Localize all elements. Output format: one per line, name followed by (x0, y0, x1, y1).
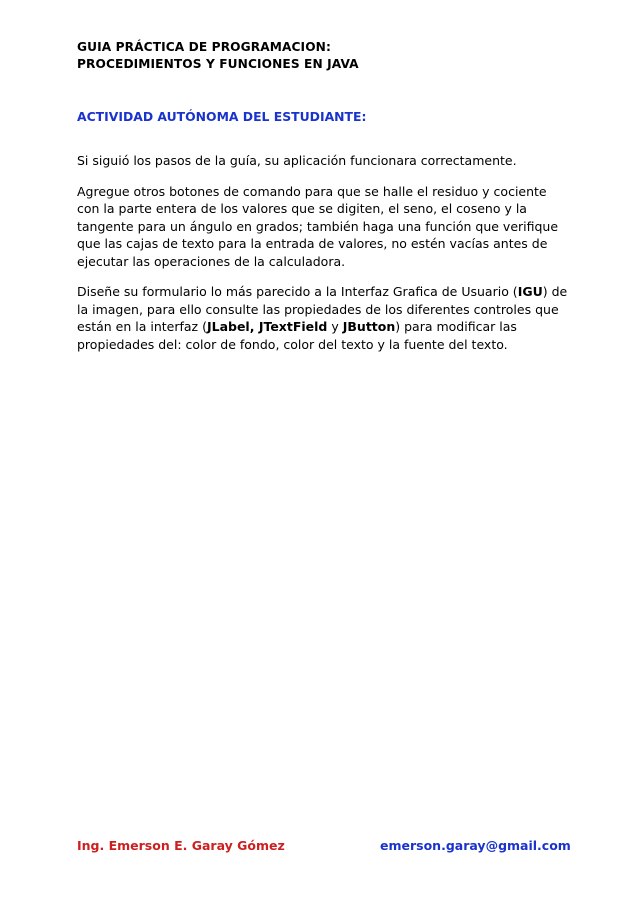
header-title-line-2: PROCEDIMIENTOS Y FUNCIONES EN JAVA (77, 57, 359, 71)
activity-title: ACTIVIDAD AUTÓNOMA DEL ESTUDIANTE: (77, 109, 367, 124)
header-title-line-1: GUIA PRÁCTICA DE PROGRAMACION: (77, 40, 331, 54)
footer-author: Ing. Emerson E. Garay Gómez (77, 838, 285, 853)
paragraph-3-bold-igu: IGU (517, 284, 543, 299)
paragraph-3-bold-jbutton: JButton (342, 319, 396, 334)
paragraph-3-text-1: Diseñe su formulario lo más parecido a la Interfaz Grafica de Usuario ( (77, 284, 518, 299)
document-header (77, 39, 359, 73)
paragraph-3 (77, 283, 573, 353)
paragraph-3-text-4: ) para modificar las propiedades del: color de fondo, color del texto y la fuente del texto. (77, 319, 517, 352)
paragraph-3-text-3: y (327, 319, 343, 334)
body-text (77, 152, 573, 366)
footer-email: emerson.garay@gmail.com (380, 838, 571, 853)
paragraph-1: Si siguió los pasos de la guía, su aplicación funcionara correctamente. (77, 153, 517, 168)
paragraph-2: Agregue otros botones de comando para que se halle el residuo y cociente con la parte entera de los valores que se digiten, el seno, el coseno y la tangente para un ángulo en grados; también haga una función que verifique que las cajas de texto para la entrada de valores, no estén vacías antes de ejecutar las operaciones de la calculadora. (77, 183, 559, 269)
paragraph-3-bold-jlabel-jtextfield: JLabel, JTextField (206, 319, 328, 334)
paragraph-3-text-2: ) de la imagen, para ello consulte las propiedades de los diferentes controles que están en la interfaz ( (77, 284, 568, 334)
